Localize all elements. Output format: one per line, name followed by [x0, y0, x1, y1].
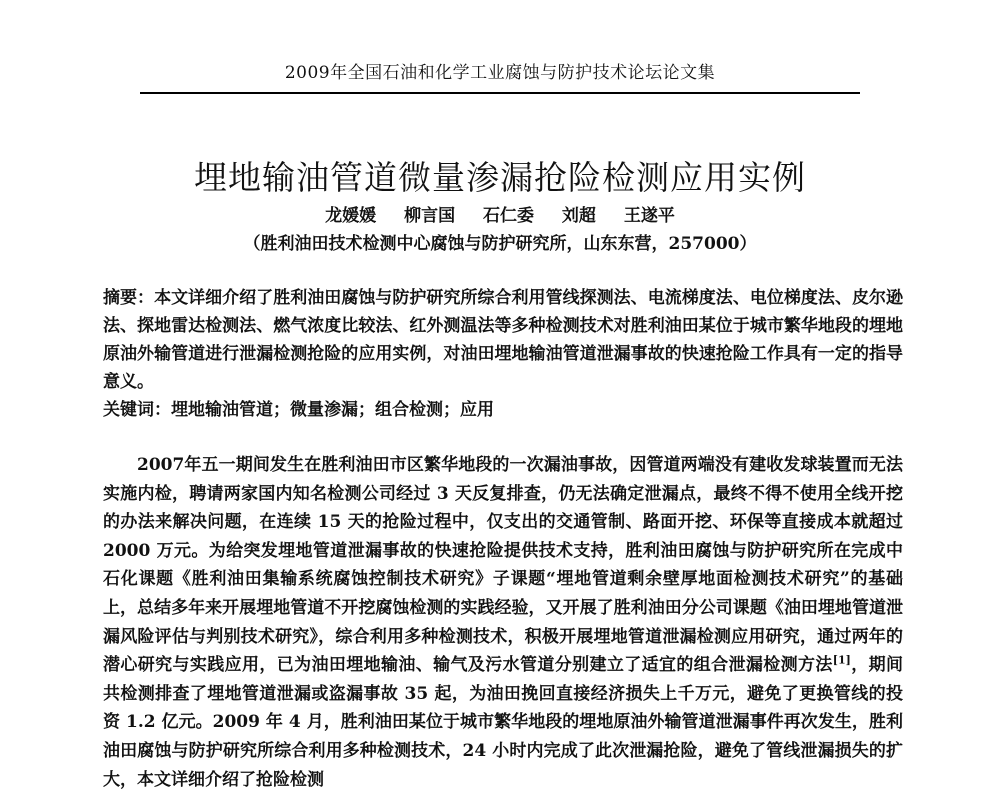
- running-header: 2009年全国石油和化学工业腐蚀与防护技术论坛论文集: [284, 63, 716, 83]
- author-affiliation: （胜利油田技术检测中心腐蚀与防护研究所，山东东营，257000）: [243, 234, 757, 254]
- abstract-text: 本文详细介绍了胜利油田腐蚀与防护研究所综合利用管线探测法、电流梯度法、电位梯度法、皮尔逊法、探地雷达检测法、燃气浓度比较法、红外测温法等多种检测技术对胜利油田某位于城市繁华地段的埋地原油外输管道进行泄漏检测抢险的应用实例，对油田埋地输油管道泄漏事故的快速抢险工作具有一定的指导意义。: [103, 288, 904, 392]
- author-name: 龙媛媛: [325, 206, 377, 226]
- author-name: 石仁委: [483, 206, 534, 226]
- author-list: [0, 201, 1000, 226]
- paper-title: 埋地输油管道微量渗漏抢险检测应用实例: [194, 158, 806, 198]
- author-name: 刘超: [561, 206, 596, 226]
- keywords-text: 埋地输油管道；微量渗漏；组合检测；应用: [171, 400, 494, 420]
- keywords-label: 关键词：: [103, 400, 171, 420]
- body-text-part-1: 2007年五一期间发生在胜利油田市区繁华地段的一次漏油事故，因管道两端没有建收发球装置而无法实施内检，聘请两家国内知名检测公司经过 3 天反复排查，仍无法确定泄漏点，最终不得不使用全线开挖的办法来解决问题，在连续 15 天的抢险过程中，仅支出的交通管制、路面开挖、环保等直接成本就超过 2000 万元。为给突发埋地管道泄漏事故的快速抢险提供技术支持，胜利油田腐蚀与防护研究所在完成中石化课题《胜利油田集输系统腐蚀控制技术研究》子课题“埋地管道剩余壁厚地面检测技术研究”的基础上，总结多年来开展埋地管道不开挖腐蚀检测的实践经验，又开展了胜利油田分公司课题《油田埋地管道泄漏风险评估与判别技术研究》，综合利用多种检测技术，积极开展埋地管道泄漏检测应用研究，通过两年的潜心研究与实践应用，已为油田埋地输油、输气及污水管道分别建立了适宜的组合泄漏检测方法: [103, 455, 903, 676]
- body-paragraph: [103, 451, 904, 790]
- abstract: [103, 284, 903, 396]
- header-rule: [140, 92, 860, 94]
- reference-mark[interactable]: [1]: [832, 653, 851, 667]
- author-name: 柳言国: [404, 206, 456, 226]
- keywords: [103, 396, 903, 424]
- author-name: 王遂平: [623, 206, 675, 226]
- body-text-part-2: ，期间共检测排查了埋地管道泄漏或盗漏事故 35 起，为油田挽回直接经济损失上千万元，避免了更换管线的投资 1.2 亿元。2009 年 4 月，胜利油田某位于城市繁华地段的埋地原油外输管道泄漏事件再次发生，胜利油田腐蚀与防护研究所综合利用多种检测技术，24 小时内完成了此次泄漏抢险，避免了管线泄漏损失的扩大，本文详细介绍了抢险检测: [103, 655, 904, 790]
- abstract-label: 摘要：: [103, 288, 155, 308]
